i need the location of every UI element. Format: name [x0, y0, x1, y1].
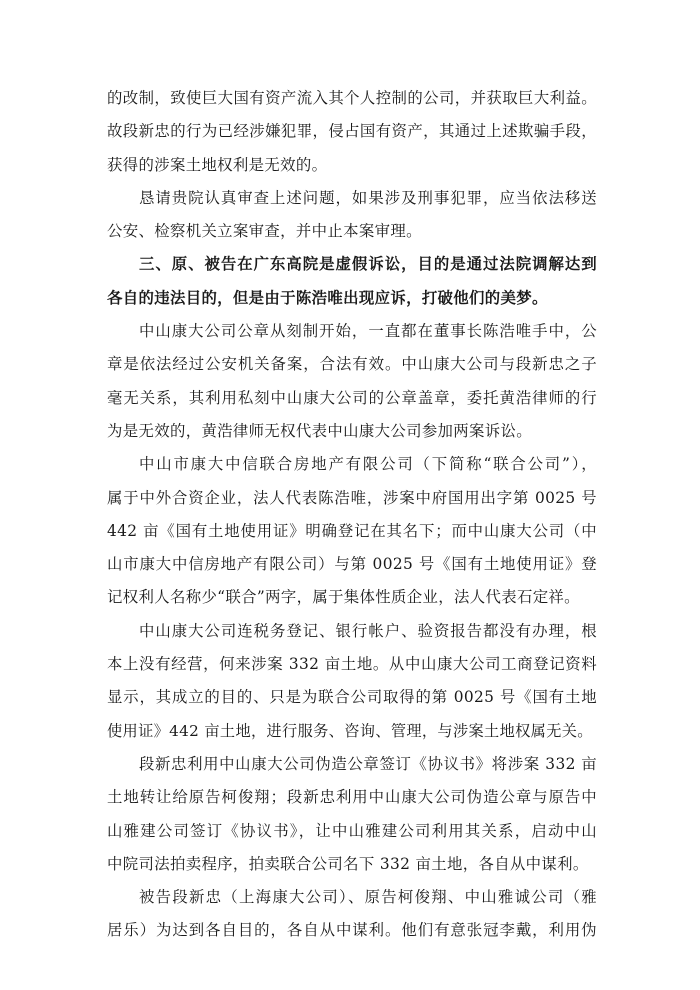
paragraph — [107, 748, 597, 881]
text-line: 为是无效的，黄浩律师无权代表中山康大公司参加两案诉讼。 — [107, 421, 532, 440]
section-heading — [107, 248, 597, 315]
text-line: 使用证》442 亩土地，进行服务、咨询、管理，与涉案土地权属无关。 — [107, 721, 593, 740]
text-line: 获得的涉案土地权利是无效的。 — [107, 155, 328, 174]
text-line: 的改制，致使巨大国有资产流入其个人控制的公司，并获取巨大利益。 — [107, 89, 597, 107]
text-line: 章是依法经过公安机关备案，合法有效。中山康大公司与段新忠之子 — [107, 355, 597, 374]
text-line: 土地转让给原告柯俊翔；段新忠利用中山康大公司伪造公章与原告中 — [107, 788, 597, 807]
text-line: 恳请贵院认真审查上述问题，如果涉及刑事犯罪，应当依法移送 — [139, 188, 597, 207]
text-line: 显示，其成立的目的、只是为联合公司取得的第 0025 号《国有土地 — [107, 688, 597, 707]
text-line: 被告段新忠（上海康大公司）、原告柯俊翔、中山雅诚公司（雅 — [139, 888, 597, 907]
paragraph — [107, 82, 597, 182]
text-line: 山市康大中信房地产有限公司）与第 0025 号《国有土地使用证》登 — [107, 555, 597, 574]
text-line: 中山康大公司连税务登记、银行帐户、验资报告都没有办理，根 — [139, 621, 597, 640]
paragraph — [107, 182, 597, 249]
text-line: 毫无关系，其利用私刻中山康大公司的公章盖章，委托黄浩律师的行 — [107, 388, 597, 407]
text-line: 442 亩《国有土地使用证》明确登记在其名下；而中山康大公司（中 — [107, 521, 597, 540]
text-line: 记权利人名称少“联合”两字，属于集体性质企业，法人代表石定祥。 — [107, 588, 580, 607]
document-body — [107, 82, 597, 948]
paragraph — [107, 615, 597, 748]
text-line: 段新忠利用中山康大公司伪造公章签订《协议书》将涉案 332 亩 — [139, 754, 597, 773]
text-line: 各自的违法目的，但是由于陈浩唯出现应诉，打破他们的美梦。 — [107, 288, 548, 307]
paragraph — [107, 315, 597, 448]
paragraph — [107, 881, 597, 948]
text-line: 中山市康大中信联合房地产有限公司（下简称“联合公司”）， — [139, 455, 597, 474]
text-line: 三、原、被告在广东高院是虚假诉讼，目的是通过法院调解达到 — [139, 255, 597, 274]
text-line: 山雅建公司签订《协议书》，让中山雅建公司利用其关系，启动中山 — [107, 821, 597, 840]
text-line: 本上没有经营，何来涉案 332 亩土地。从中山康大公司工商登记资料 — [107, 655, 597, 674]
text-line: 故段新忠的行为已经涉嫌犯罪，侵占国有资产，其通过上述欺骗手段， — [107, 122, 597, 141]
text-line: 居乐）为达到各自目的，各自从中谋利。他们有意张冠李戴，利用伪 — [107, 921, 597, 940]
paragraph — [107, 448, 597, 614]
text-line: 中院司法拍卖程序，拍卖联合公司名下 332 亩土地，各自从中谋利。 — [107, 854, 589, 873]
text-line: 中山康大公司公章从刻制开始，一直都在董事长陈浩唯手中，公 — [139, 322, 597, 341]
text-line: 属于中外合资企业，法人代表陈浩唯，涉案中府国用出字第 0025 号 — [107, 488, 597, 507]
text-line: 公安、检察机关立案审查，并中止本案审理。 — [107, 222, 422, 241]
